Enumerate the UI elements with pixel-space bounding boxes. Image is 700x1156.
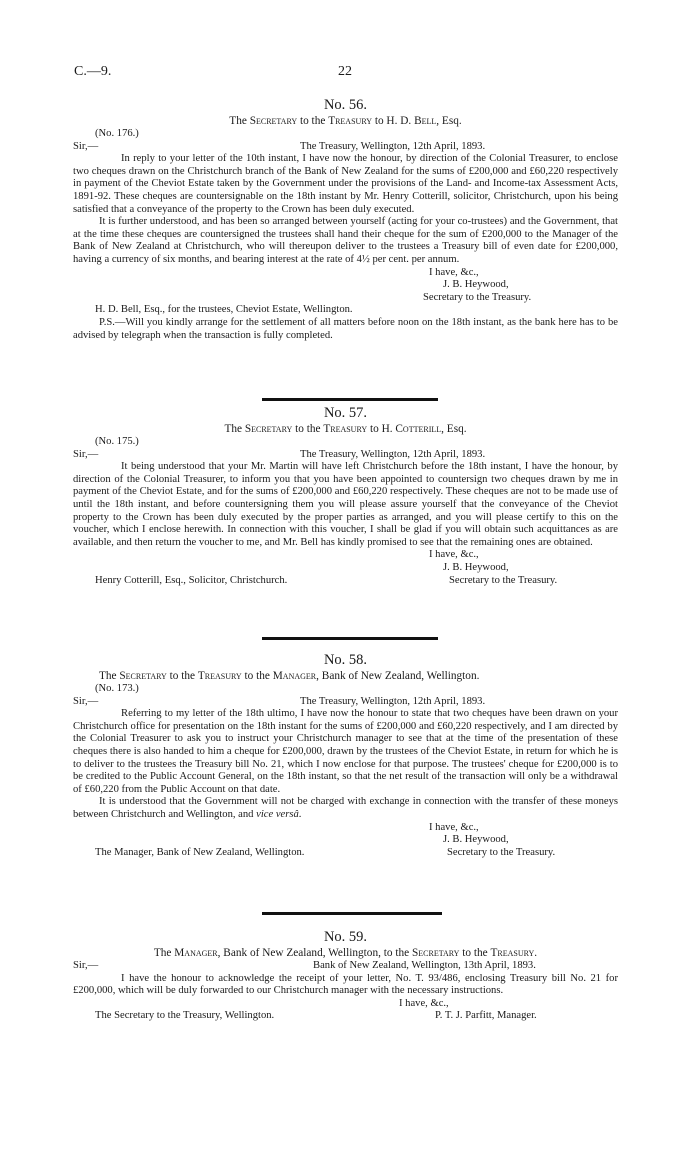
salutation-line (73, 449, 618, 462)
closing-line: I have, &c., (429, 821, 479, 833)
letter-title: The Secretary to the Treasury to the Manager, Bank of New Zealand, Wellington. (99, 670, 480, 682)
addressee: Henry Cotterill, Esq., Solicitor, Christchurch. (95, 574, 288, 586)
signer-title: Secretary to the Treasury. (449, 574, 558, 586)
letter-reference: (No. 176.) (95, 128, 139, 139)
paragraph: In reply to your letter of the 10th instant, I have now the honour, by direction of the Colonial Treasurer, to enclose two cheques drawn on the Christchurch branch of the Bank of New Zealand for the sums of £200,000 and £60,220 respectively in payment of the Cheviot Estate taken by the Government under the provisions of the Land- and Income-tax Assessment Acts, 1891-92. These cheques are countersignable on the 18th instant by Mr. Henry Cotterill, solicitor, Christchurch, upon his being satisfied that a conveyance of the property to the Crown has been duly executed. (73, 153, 618, 215)
addressee-line (73, 575, 618, 588)
paragraph: It is understood that the Government will not be charged with exchange in connection with the transfer of these moneys between Christchurch and Wellington, and vice versâ. (73, 796, 618, 820)
paragraph: It being understood that your Mr. Martin will have left Christchurch before the 18th instant, I have the honour, by direction of the Colonial Treasurer, to inform you that you have been appointed to countersign two cheques drawn by me in payment of the Cheviot Estate, and for the sums of £200,000 and £60,220 respectively. These cheques are not to be made use of until the 18th instant, and before countersigning them you will please assure yourself that the conveyance of the Cheviot property to the Crown has been duly executed by the proper parties as arranged, and you will please certify to this on the voucher, which I enclose herewith. In connection with this voucher, I shall be glad if you will obtain such acquittances as are available, and then return the voucher to me, and Mr. Bell has kindly promised to see that the remaining ones are obtained. (73, 461, 618, 548)
signer-title-line: Secretary to the Treasury. (423, 291, 532, 303)
closing-line: I have, &c., (399, 997, 449, 1009)
addressee: H. D. Bell, Esq., for the trustees, Cheviot Estate, Wellington. (95, 304, 353, 316)
dateline: The Treasury, Wellington, 12th April, 1893. (300, 448, 486, 460)
letter-number: No. 58. (323, 652, 368, 668)
salutation: Sir,— (73, 695, 99, 707)
addressee: The Secretary to the Treasury, Wellington. (95, 1010, 275, 1022)
dateline: The Treasury, Wellington, 12th April, 1893. (300, 140, 486, 152)
letter-title: The Secretary to the Treasury to H. D. Bell, Esq. (229, 115, 462, 127)
postscript: P.S.—Will you kindly arrange for the settlement of all matters before noon on the 18th instant, as the bank here has to be advised by telegraph when the transaction is fully completed. (73, 316, 618, 341)
paragraph: I have the honour to acknowledge the receipt of your letter, No. T. 93/486, enclosing Treasury bill No. 21 for £200,000, which will be duly forwarded to our Christchurch manager with the necessary instructions. (73, 972, 618, 997)
signer: P. T. J. Parfitt, Manager. (435, 1010, 537, 1022)
letter-reference: (No. 175.) (95, 436, 139, 447)
signer-line: J. B. Heywood, (443, 834, 509, 846)
salutation: Sir,— (73, 448, 99, 460)
page-number: 22 (338, 64, 352, 79)
signer-line: J. B. Heywood, (443, 279, 509, 291)
closing-line: I have, &c., (429, 266, 479, 278)
signer-line: J. B. Heywood, (443, 561, 509, 573)
salutation-line (73, 696, 618, 709)
addressee-line (73, 1010, 618, 1023)
letter-number: No. 59. (323, 929, 368, 945)
salutation: Sir,— (73, 140, 99, 152)
section-divider (262, 637, 438, 640)
dateline: The Treasury, Wellington, 12th April, 1893. (300, 695, 486, 707)
document-code: C.—9. (74, 64, 112, 79)
letter-number: No. 56. (323, 97, 368, 113)
letter-reference: (No. 173.) (95, 683, 139, 694)
paragraph: Referring to my letter of the 18th ultimo, I have now the honour to state that two cheques have been drawn on your Christchurch office for presentation on the 18th instant for the sums of £200,000 and £60,220 respectively, and I am directed by the Colonial Treasurer to ask you to instruct your Christchurch manager to see that at the time of the presentation of these cheques there is also handed to him a cheque for £200,000, drawn by the trustees of the Cheviot Estate, in return for which he is to deliver to the trustees the Treasury bill No. 21, which I now enclose for that purpose. The trustees' cheque for £200,000 is to be credited to the Public Account General, on the 18th instant, so that the net result of the transaction will only be a withdrawal of £60,220 from the Public Account on that date. (73, 708, 618, 795)
salutation-line (73, 960, 618, 973)
section-divider (262, 398, 438, 401)
closing-line: I have, &c., (429, 549, 479, 561)
salutation: Sir,— (73, 960, 99, 971)
letter-number: No. 57. (323, 405, 368, 421)
running-header (0, 64, 700, 84)
paragraph: It is further understood, and has been so arranged between yourself (acting for your co-trustees) and the Government, that at the time these cheques are countersigned the trustees shall hand their cheque for the sum of £200,000 to the Manager of the Bank of New Zealand at Christchurch, who will thereupon deliver to the trustees a Treasury bill of even date for £200,000, having a currency of six months, and bearing interest at the rate of 4½ per cent. per annum. (73, 216, 618, 265)
dateline: Bank of New Zealand, Wellington, 13th April, 1893. (313, 960, 536, 971)
letter-59 (73, 928, 618, 1023)
section-divider (262, 912, 442, 915)
letter-58 (73, 651, 618, 859)
addressee-line (73, 847, 618, 860)
salutation-line (73, 141, 618, 154)
letter-title: The Secretary to the Treasury to H. Cotterill, Esq. (224, 423, 467, 435)
letter-title: The Manager, Bank of New Zealand, Wellington, to the Secretary to the Treasury. (153, 947, 538, 959)
signer-title: Secretary to the Treasury. (447, 846, 556, 858)
addressee: The Manager, Bank of New Zealand, Wellington. (95, 846, 305, 858)
letter-57 (73, 404, 618, 587)
letter-56 (73, 96, 618, 342)
